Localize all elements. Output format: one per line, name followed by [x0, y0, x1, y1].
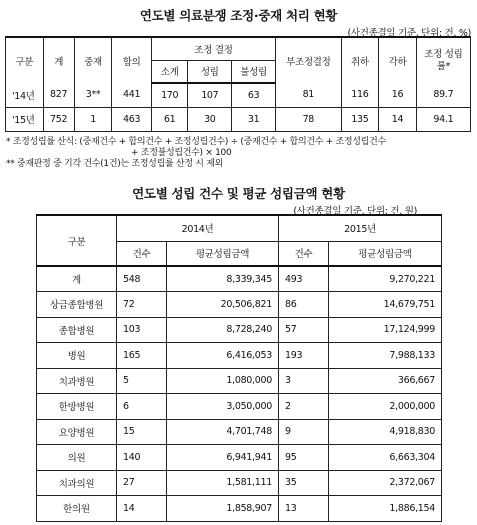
cell-total: 827 [43, 83, 74, 107]
table2-title: 연도별 성립 건수 및 평균 성립금액 현황 [132, 186, 345, 201]
cell-amount-2015: 1,886,154 [329, 496, 442, 522]
header-count-2015: 건수 [279, 241, 329, 266]
row-name: 계 [37, 266, 117, 292]
cell-amount-2014: 1,858,907 [167, 496, 279, 522]
note-exclusion: ** 중재판정 중 기각 건수(1건)는 조정성립률 산정 시 제외 [6, 159, 224, 169]
cell-amount-2014: 8,339,345 [167, 266, 279, 292]
table-row [37, 368, 442, 394]
cell-count-2014: 27 [117, 470, 167, 496]
table-row [37, 317, 442, 343]
cell-amount-2015: 2,372,067 [329, 470, 442, 496]
table-row [37, 343, 442, 369]
cell-amount-2014: 3,050,000 [167, 394, 279, 420]
header-count-2014: 건수 [117, 241, 167, 266]
header-withdrawal: 취하 [341, 37, 379, 83]
table-row [6, 83, 471, 107]
header-arbitration: 중재 [74, 37, 112, 83]
cell-rate: 94.1 [416, 107, 470, 131]
cell-rate: 89.7 [416, 83, 470, 107]
table-row [37, 292, 442, 318]
cell-count-2014: 103 [117, 317, 167, 343]
header-agreement: 합의 [112, 37, 152, 83]
table-row [37, 394, 442, 420]
cell-count-2014: 140 [117, 445, 167, 471]
table1-notes [6, 137, 386, 170]
cell-withdrawal: 135 [341, 107, 379, 131]
table-row [37, 470, 442, 496]
cell-agreement: 441 [112, 83, 152, 107]
cell-count-2014: 14 [117, 496, 167, 522]
cell-success: 30 [188, 107, 232, 131]
cell-amount-2015: 7,988,133 [329, 343, 442, 369]
header-total: 계 [43, 37, 74, 83]
cell-no-mediation: 78 [275, 107, 341, 131]
header-no-mediation: 부조정결정 [275, 37, 341, 83]
table1-title: 연도별 의료분쟁 조정·중재 처리 현황 [139, 8, 338, 23]
cell-success: 107 [188, 83, 232, 107]
cell-no-mediation: 81 [275, 83, 341, 107]
row-name: 병원 [37, 343, 117, 369]
table-row [37, 445, 442, 471]
cell-amount-2015: 4,918,830 [329, 419, 442, 445]
cell-fail: 63 [232, 83, 276, 107]
row-name: 상급종합병원 [37, 292, 117, 318]
dispute-status-table [5, 36, 471, 132]
cell-amount-2014: 4,701,748 [167, 419, 279, 445]
cell-dismissal: 14 [379, 107, 417, 131]
cell-count-2015: 193 [279, 343, 329, 369]
cell-subtotal: 170 [151, 83, 187, 107]
cell-arbitration: 1 [74, 107, 112, 131]
row-name: 의원 [37, 445, 117, 471]
cell-amount-2015: 17,124,999 [329, 317, 442, 343]
cell-count-2015: 9 [279, 419, 329, 445]
header-2015: 2015년 [279, 215, 442, 241]
cell-count-2014: 548 [117, 266, 167, 292]
cell-amount-2014: 20,506,821 [167, 292, 279, 318]
row-year: '14년 [6, 83, 44, 107]
cell-amount-2014: 6,416,053 [167, 343, 279, 369]
cell-count-2015: 493 [279, 266, 329, 292]
table-row [6, 107, 471, 131]
cell-amount-2015: 2,000,000 [329, 394, 442, 420]
cell-count-2015: 35 [279, 470, 329, 496]
header-subtotal: 소계 [151, 60, 187, 83]
table-row [37, 266, 442, 292]
header-rate: 조정 성립률* [416, 37, 470, 83]
row-name: 요양병원 [37, 419, 117, 445]
row-year: '15년 [6, 107, 44, 131]
cell-total: 752 [43, 107, 74, 131]
cell-amount-2014: 6,941,941 [167, 445, 279, 471]
cell-count-2015: 2 [279, 394, 329, 420]
cell-fail: 31 [232, 107, 276, 131]
cell-dismissal: 16 [379, 83, 417, 107]
cell-count-2015: 95 [279, 445, 329, 471]
cell-count-2014: 165 [117, 343, 167, 369]
cell-count-2014: 5 [117, 368, 167, 394]
cell-amount-2015: 9,270,221 [329, 266, 442, 292]
header-amount-2015: 평균성립금액 [329, 241, 442, 266]
cell-count-2014: 72 [117, 292, 167, 318]
note-rate-formula-cont: + 조정불성립건수) × 100 [131, 148, 232, 158]
table-row [37, 496, 442, 522]
cell-count-2015: 57 [279, 317, 329, 343]
row-name: 종합병원 [37, 317, 117, 343]
cell-subtotal: 61 [151, 107, 187, 131]
header-gubun: 구분 [37, 215, 117, 266]
header-dismissal: 각하 [379, 37, 417, 83]
row-name: 치과병원 [37, 368, 117, 394]
table2-unit: (사건종결일 기준, 단위: 건, 원) [293, 206, 417, 217]
cell-arbitration: 3** [74, 83, 112, 107]
cell-count-2014: 6 [117, 394, 167, 420]
table-row [37, 419, 442, 445]
cell-count-2015: 13 [279, 496, 329, 522]
cell-amount-2015: 366,667 [329, 368, 442, 394]
table1-unit: (사건종결일 기준, 단위: 건, %) [347, 28, 471, 39]
header-fail: 불성립 [232, 60, 276, 83]
header-amount-2014: 평균성립금액 [167, 241, 279, 266]
cell-agreement: 463 [112, 107, 152, 131]
cell-count-2015: 86 [279, 292, 329, 318]
header-2014: 2014년 [117, 215, 279, 241]
header-success: 성립 [188, 60, 232, 83]
row-name: 한방병원 [37, 394, 117, 420]
cell-amount-2015: 6,663,304 [329, 445, 442, 471]
cell-withdrawal: 116 [341, 83, 379, 107]
settlement-amount-table [36, 214, 442, 522]
cell-amount-2014: 8,728,240 [167, 317, 279, 343]
header-gubun: 구분 [6, 37, 44, 83]
cell-count-2015: 3 [279, 368, 329, 394]
note-rate-formula: * 조정성립률 산식: (중재건수 + 합의건수 + 조정성립건수) ÷ (중재건수 + 합의건수 + 조정성립건수 [6, 137, 386, 147]
header-mediation: 조정 결정 [151, 37, 275, 60]
row-name: 치과의원 [37, 470, 117, 496]
cell-count-2014: 15 [117, 419, 167, 445]
cell-amount-2014: 1,581,111 [167, 470, 279, 496]
row-name: 한의원 [37, 496, 117, 522]
cell-amount-2014: 1,080,000 [167, 368, 279, 394]
cell-amount-2015: 14,679,751 [329, 292, 442, 318]
